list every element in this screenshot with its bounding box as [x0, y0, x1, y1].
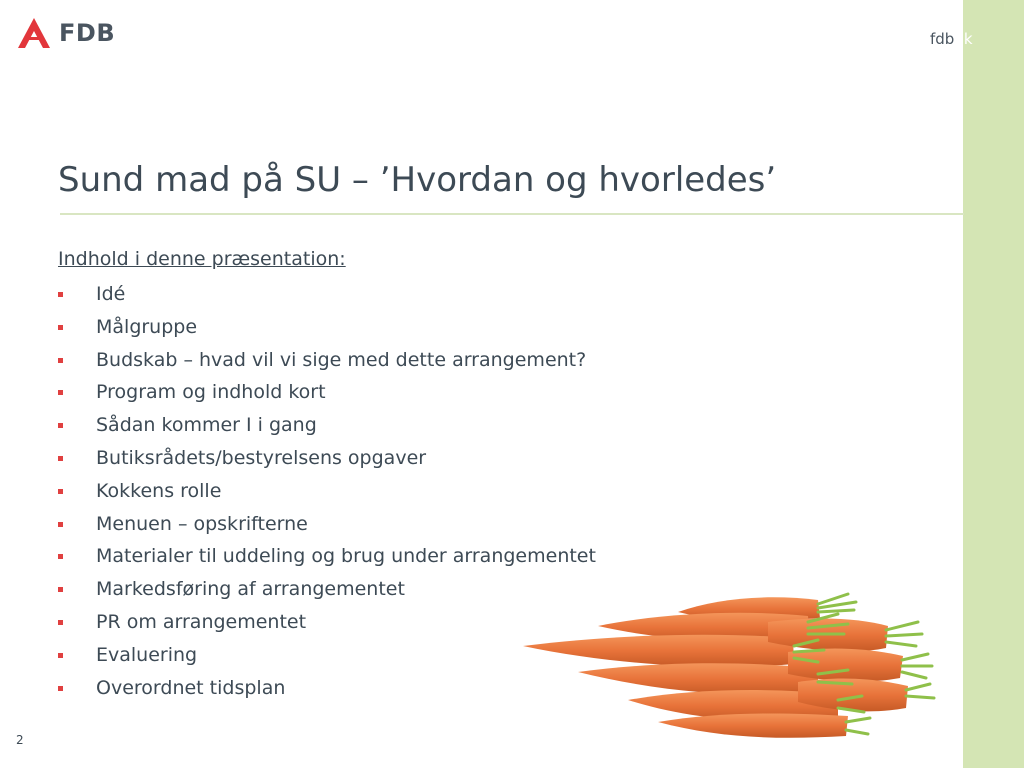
list-item-text: Sådan kommer I i gang	[96, 414, 317, 437]
list-item-text: Budskab – hvad vil vi sige med dette arrangement?	[96, 348, 587, 371]
bullet-icon	[58, 423, 63, 428]
list-item-text: Idé	[96, 283, 126, 305]
list-item-text: Menuen – opskrifterne	[96, 512, 308, 535]
list-item-text: Program og indhold kort	[96, 381, 326, 404]
title-divider	[60, 213, 964, 215]
contents-heading: Indhold i denne præsentation:	[58, 248, 346, 270]
list-item-text: Overordnet tidsplan	[96, 676, 286, 699]
site-link-part1: fdb	[930, 30, 955, 48]
logo-text: FDB	[59, 19, 116, 47]
carrots-image	[518, 582, 938, 746]
list-item-text: Evaluering	[96, 643, 198, 666]
fdb-logo-icon	[17, 17, 51, 49]
list-item	[58, 442, 758, 475]
list-item-text: Kokkens rolle	[96, 479, 222, 502]
bullet-icon	[58, 358, 63, 363]
list-item	[58, 508, 758, 541]
bullet-icon	[58, 554, 63, 559]
list-item-text: Målgruppe	[96, 315, 198, 338]
list-item-text: Markedsføring af arrangementet	[96, 578, 405, 601]
list-item-text: PR om arrangementet	[96, 610, 307, 633]
carrots-illustration	[518, 582, 938, 742]
list-item	[58, 540, 758, 573]
bullet-icon	[58, 686, 63, 691]
list-item-text: Butiksrådets/bestyrelsens opgaver	[96, 446, 427, 469]
list-item	[58, 311, 758, 344]
list-item	[58, 409, 758, 442]
bullet-icon	[58, 653, 63, 658]
list-item	[58, 344, 758, 377]
bullet-icon	[58, 620, 63, 625]
list-item-text: Materialer til uddeling og brug under arrangementet	[96, 545, 596, 568]
page-number: 2	[16, 733, 24, 747]
slide-title: Sund mad på SU – ’Hvordan og hvorledes’	[58, 160, 777, 200]
bullet-icon	[58, 390, 63, 395]
site-link-part2: dk	[954, 30, 973, 48]
fdb-logo	[17, 17, 115, 49]
bullet-icon	[58, 456, 63, 461]
bullet-icon	[58, 522, 63, 527]
list-item	[58, 376, 758, 409]
bullet-icon	[58, 292, 63, 297]
side-accent-band	[963, 0, 1024, 768]
bullet-icon	[58, 325, 63, 330]
list-item	[58, 278, 758, 311]
bullet-icon	[58, 489, 63, 494]
site-link[interactable]	[930, 30, 973, 48]
list-item	[58, 475, 758, 508]
bullet-icon	[58, 587, 63, 592]
